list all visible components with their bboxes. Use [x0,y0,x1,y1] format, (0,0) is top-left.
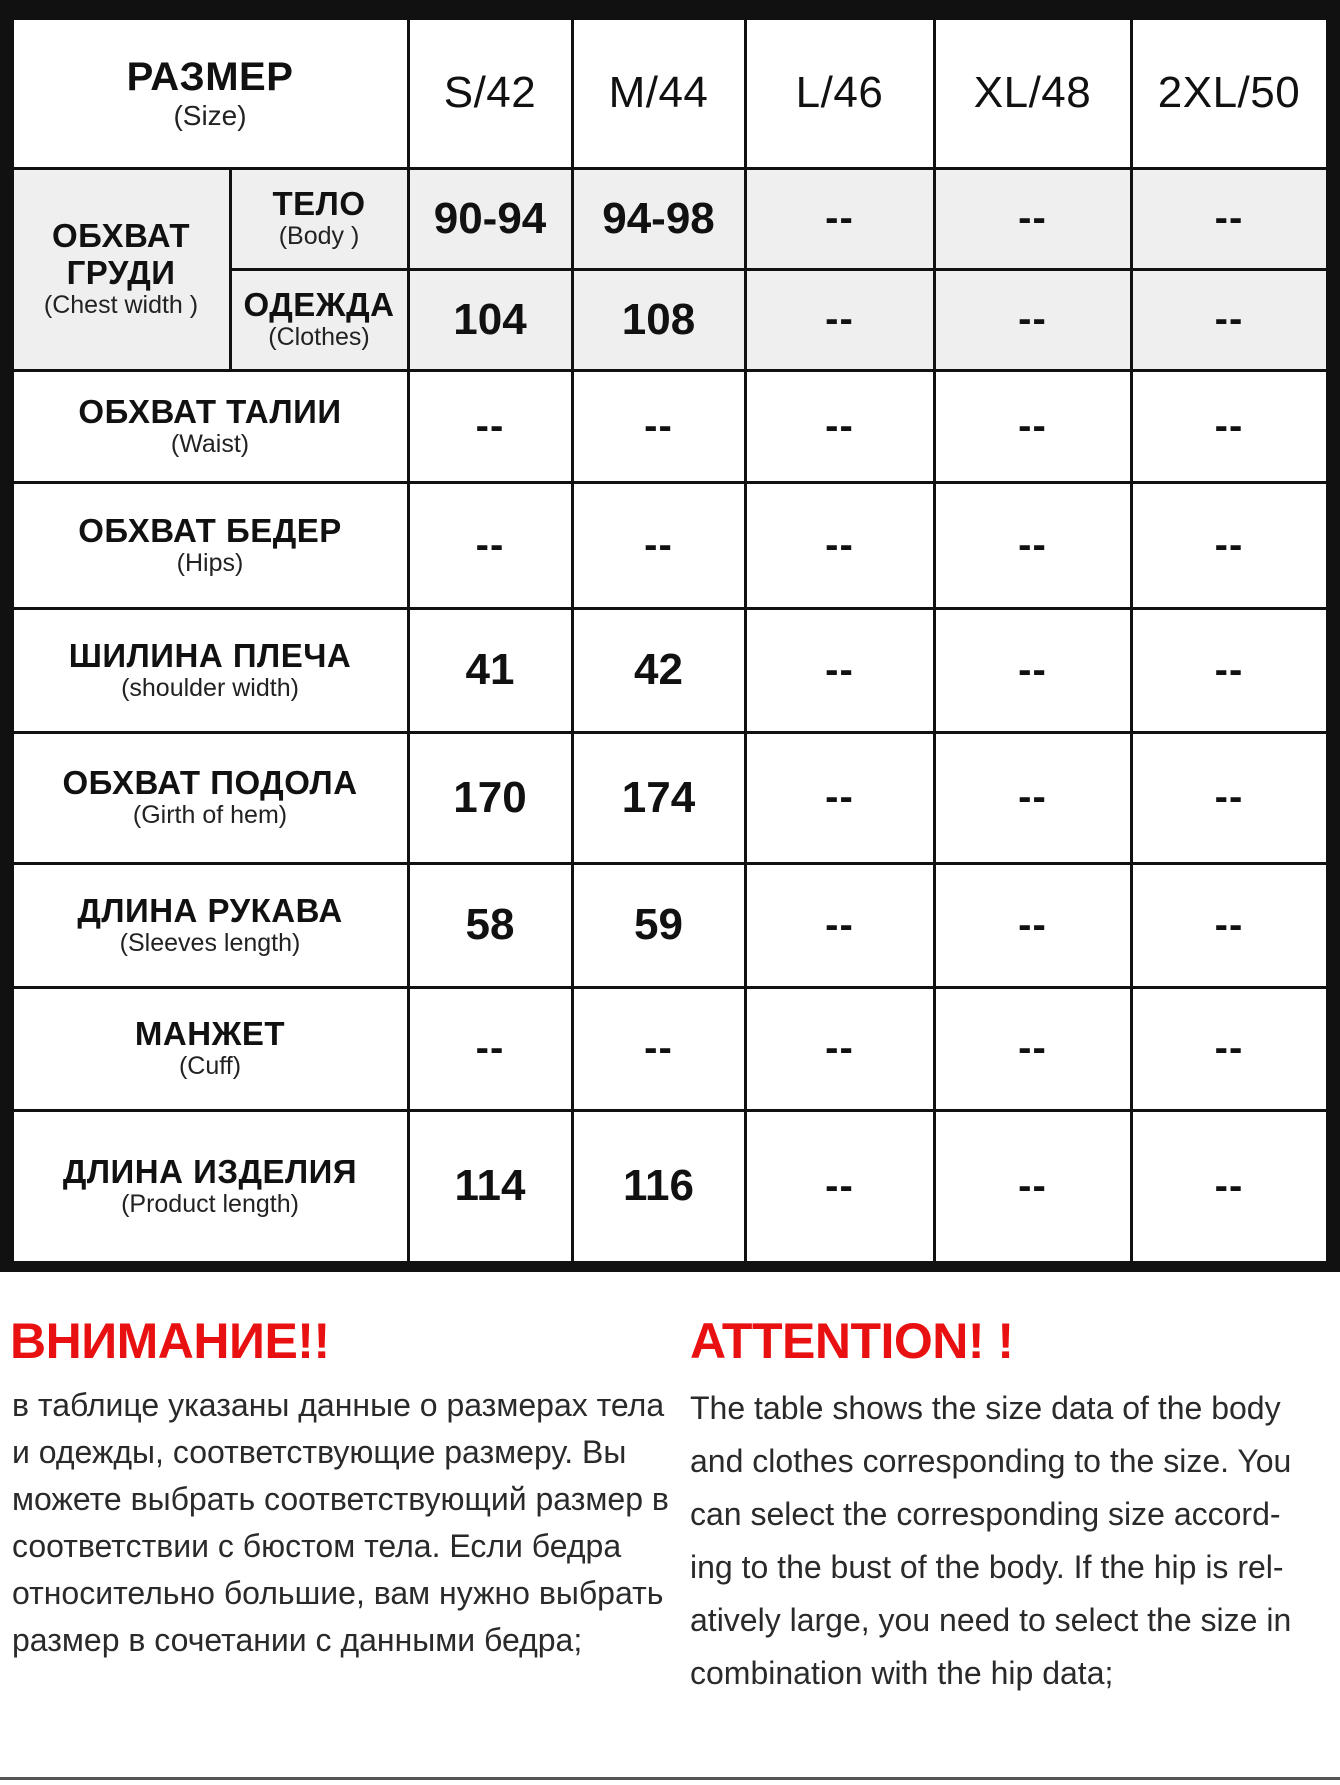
chest-body-value-cell [574,170,744,268]
chest-clothes-value: -- [1018,297,1047,341]
measurement-value-cell [747,989,933,1109]
measurement-value: 114 [454,1161,526,1210]
measurement-label-cell [14,484,407,607]
chest-body-value: -- [1018,196,1047,240]
header-size-column [410,20,571,167]
measurement-value: -- [825,775,854,819]
header-size-column [574,20,744,167]
measurement-value: -- [1214,902,1244,947]
measurement-value-cell [1133,372,1326,481]
chest-clothes-label: ОДЕЖДА [243,286,395,324]
measurement-value-cell [747,610,933,731]
measurement-value-cell [1133,989,1326,1109]
measurement-value-cell [936,734,1130,862]
measurement-value-cell [574,610,744,731]
measurement-value-cell [410,734,571,862]
measurement-value-cell [574,734,744,862]
notes-section [0,1272,1340,1785]
measurement-value: -- [1214,647,1244,692]
measurement-value: 58 [465,900,515,949]
size-column-label: S/42 [443,68,537,117]
measurement-value: -- [1214,1163,1244,1208]
measurement-value: 170 [453,772,527,822]
measurement-value-cell [936,610,1130,731]
measurement-value: -- [1214,775,1244,819]
chest-body-value-cell [747,170,933,268]
measurement-value: -- [825,1163,854,1208]
measurement-value-cell [1133,610,1326,731]
header-size-column [747,20,933,167]
header-size-column [1133,20,1326,167]
header-size-cell [14,20,407,167]
size-column-label: M/44 [608,68,709,117]
chest-clothes-value-cell [747,271,933,369]
measurement-value-cell [747,372,933,481]
bottom-divider [0,1777,1340,1780]
measurement-value: -- [825,647,854,692]
measurement-value: -- [825,1026,854,1070]
measurement-label-cell [14,734,407,862]
measurement-sublabel: (Waist) [170,429,250,458]
chest-clothes-value: -- [825,297,854,341]
measurement-value: -- [825,522,854,567]
warning-title-ru: ВНИМАНИЕ!! [10,1313,330,1369]
measurement-value: 41 [465,645,515,694]
warning-title-en: ATTENTION! ! [690,1313,1014,1369]
chest-clothes-value: 104 [453,294,527,344]
measurement-value-cell [574,484,744,607]
chest-clothes-value-cell [574,271,744,369]
chest-body-value: 94-98 [602,193,715,243]
measurement-value-cell [410,372,571,481]
measurement-value: 42 [634,645,683,694]
measurement-value-cell [936,1112,1130,1261]
measurement-label-cell [14,989,407,1109]
measurement-label: ДЛИНА РУКАВА [77,891,343,929]
measurement-value-cell [1133,484,1326,607]
chest-body-label-cell [232,170,407,268]
measurement-label-cell [14,1112,407,1261]
measurement-value-cell [410,1112,571,1261]
chest-body-value-cell [1133,170,1326,268]
chest-clothes-value-cell [410,271,571,369]
measurement-value-cell [410,989,571,1109]
measurement-value: -- [825,403,854,448]
measurement-label: ОБХВАТ БЕДЕР [78,511,342,549]
chest-clothes-value-cell [1133,271,1326,369]
chest-body-value: -- [825,196,854,240]
warning-text-en: The table shows the size data of the body and clothes corresponding to the size. You can select the corresponding size accord- ing to the bust of the body. If the hip is rel- atively large, you need to select the size in combination with the hip data; [690,1390,1292,1691]
measurement-value-cell [410,610,571,731]
measurement-sublabel: (Hips) [176,548,244,577]
measurement-value-cell [936,865,1130,986]
measurement-value: -- [1018,1026,1047,1070]
measurement-value: -- [1018,902,1047,947]
measurement-value-cell [936,372,1130,481]
chest-body-value: -- [1214,196,1244,240]
measurement-value: -- [1018,403,1047,448]
measurement-value: -- [644,403,673,448]
measurement-value: -- [475,522,505,567]
size-column-label: L/46 [795,68,884,117]
measurement-value-cell [574,865,744,986]
chest-body-value-cell [410,170,571,268]
header-size-column [936,20,1130,167]
measurement-label-cell [14,865,407,986]
chest-label-cell [14,170,229,369]
chest-clothes-value-cell [936,271,1130,369]
measurement-value: 59 [634,900,683,949]
measurement-label: ДЛИНА ИЗДЕЛИЯ [62,1152,358,1190]
measurement-value-cell [936,484,1130,607]
size-column-label: 2XL/50 [1157,68,1301,117]
measurement-value-cell [410,484,571,607]
measurement-value: -- [1018,1163,1047,1208]
measurement-value-cell [1133,865,1326,986]
measurement-value-cell [410,865,571,986]
measurement-value-cell [747,484,933,607]
measurement-value-cell [574,989,744,1109]
measurement-value: -- [644,1026,673,1070]
measurement-value-cell [574,372,744,481]
measurement-label: ШИЛИНА ПЛЕЧА [68,636,352,674]
measurement-value: -- [475,403,505,448]
measurement-value-cell [936,989,1130,1109]
header-size-label: РАЗМЕР [126,54,294,99]
measurement-value: -- [1214,1026,1244,1070]
chest-body-value: 90-94 [433,193,547,243]
measurement-value: -- [644,522,673,567]
warning-text-ru: в таблице указаны данные о размерах тела и одежды, соответствующие размеру. Вы можете выбрать соответствующий размер в соответствии с бюстом тела. Если бедра относительно большие, вам нужно выбрать размер в сочетании с данными бедра; [12,1387,669,1658]
measurement-value-cell [747,865,933,986]
measurement-label-cell [14,610,407,731]
measurement-value: -- [1018,647,1047,692]
measurement-value-cell [1133,734,1326,862]
chest-label: ОБХВАТ ГРУДИ [51,217,191,292]
measurement-value-cell [1133,1112,1326,1261]
measurement-value: -- [475,1026,505,1070]
measurement-sublabel: (shoulder width) [121,673,299,702]
measurement-value: 174 [621,772,696,822]
chest-clothes-value: -- [1214,297,1244,341]
measurement-value: -- [1018,775,1047,819]
chest-body-label: ТЕЛО [272,185,366,223]
measurement-label: ОБХВАТ ТАЛИИ [78,392,342,430]
chest-body-sublabel: (Body ) [278,222,360,251]
header-size-sublabel: (Size) [173,99,247,131]
chest-clothes-value: 108 [621,294,696,344]
measurement-value: -- [1214,522,1244,567]
measurement-sublabel: (Product length) [121,1189,299,1218]
chest-clothes-sublabel: (Clothes) [268,323,370,352]
measurement-label-cell [14,372,407,481]
measurement-label: МАНЖЕТ [134,1015,286,1053]
measurement-value: 116 [623,1161,694,1210]
chest-clothes-label-cell [232,271,407,369]
measurement-value: -- [1018,522,1047,567]
measurement-value-cell [747,1112,933,1261]
chest-sublabel: (Chest width ) [43,291,199,320]
measurement-sublabel: (Sleeves length) [119,928,301,957]
size-column-label: XL/48 [973,68,1092,117]
measurement-sublabel: (Girth of hem) [132,801,288,830]
measurement-label: ОБХВАТ ПОДОЛА [62,764,358,802]
chest-body-value-cell [936,170,1130,268]
measurement-sublabel: (Cuff) [178,1052,242,1081]
measurement-value: -- [825,902,854,947]
measurement-value: -- [1214,403,1244,448]
measurement-value-cell [747,734,933,862]
measurement-value-cell [574,1112,744,1261]
